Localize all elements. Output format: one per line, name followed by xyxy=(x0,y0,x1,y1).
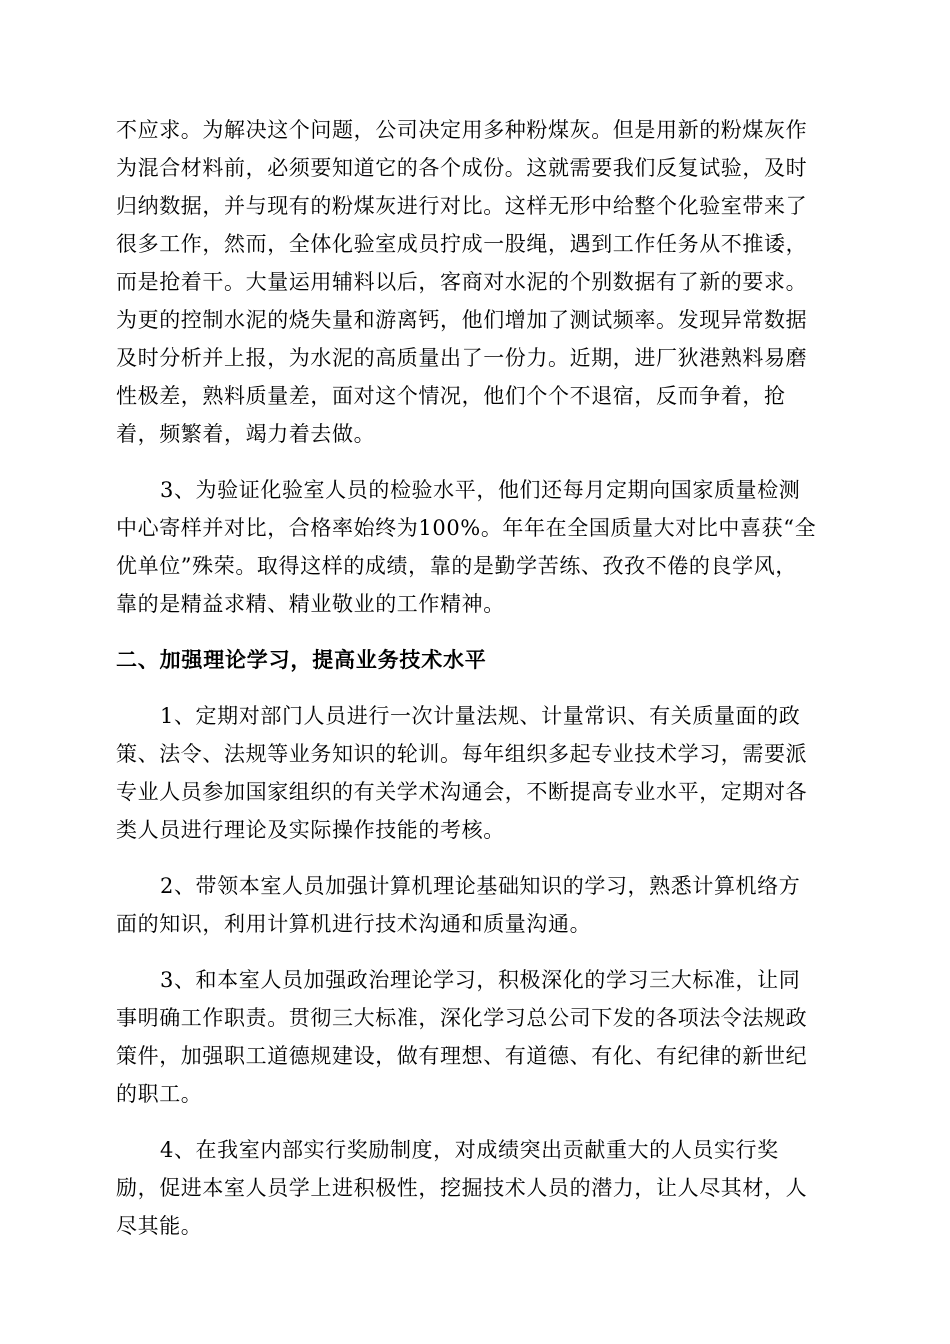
text-line: 不应求。为解决这个问题，公司决定用多种粉煤灰。但是用新的粉煤灰作 xyxy=(116,118,808,142)
text-line: 为更的控制水泥的烧失量和游离钙，他们增加了测试频率。发现异常数据 xyxy=(116,308,808,332)
text-line: 靠的是精益求精、精业敬业的工作精神。 xyxy=(116,592,505,616)
text-line: 策、法令、法规等业务知识的轮训。每年组织多起专业技术学习，需要派 xyxy=(116,742,808,766)
text-line: 1、定期对部门人员进行一次计量法规、计量常识、有关质量面的政 xyxy=(160,704,801,728)
text-line: 归纳数据，并与现有的粉煤灰进行对比。这样无形中给整个化验室带来了 xyxy=(116,194,808,218)
text-line: 尽其能。 xyxy=(116,1214,203,1238)
text-line: 专业人员参加国家组织的有关学术沟通会，不断提高专业水平，定期对各 xyxy=(116,780,808,804)
section-heading: 二、加强理论学习，提高业务技术水平 xyxy=(116,648,487,672)
text-line: 的职工。 xyxy=(116,1082,203,1106)
text-line: 为混合材料前，必须要知道它的各个成份。这就需要我们反复试验，及时 xyxy=(116,156,808,180)
text-line: 性极差，熟料质量差，面对这个情况，他们个个不退宿，反而争着，抢 xyxy=(116,384,786,408)
text-line: 策件，加强职工道德规建设，做有理想、有道德、有化、有纪律的新世纪 xyxy=(116,1044,808,1068)
text-line: 2、带领本室人员加强计算机理论基础知识的学习，熟悉计算机络方 xyxy=(160,874,801,898)
text-line: 3、为验证化验室人员的检验水平，他们还每月定期向国家质量检测 xyxy=(160,478,801,502)
text-line: 3、和本室人员加强政治理论学习，积极深化的学习三大标准，让同 xyxy=(160,968,801,992)
text-line: 类人员进行理论及实际操作技能的考核。 xyxy=(116,818,505,842)
text-line: 而是抢着干。大量运用辅料以后，客商对水泥的个别数据有了新的要求。 xyxy=(116,270,808,294)
text-line: 励，促进本室人员学上进积极性，挖掘技术人员的潜力，让人尽其材，人 xyxy=(116,1176,808,1200)
text-line: 面的知识，利用计算机进行技术沟通和质量沟通。 xyxy=(116,912,592,936)
text-line: 着，频繁着，竭力着去做。 xyxy=(116,422,376,446)
text-line: 4、在我室内部实行奖励制度，对成绩突出贡献重大的人员实行奖 xyxy=(160,1138,779,1162)
text-line: 中心寄样并对比，合格率始终为100%。年年在全国质量大对比中喜获“全 xyxy=(116,516,817,540)
text-line: 事明确工作职责。贯彻三大标准，深化学习总公司下发的各项法令法规政 xyxy=(116,1006,808,1030)
text-line: 很多工作，然而，全体化验室成员拧成一股绳，遇到工作任务从不推诿， xyxy=(116,232,808,256)
text-line: 及时分析并上报，为水泥的高质量出了一份力。近期，进厂狄港熟料易磨 xyxy=(116,346,808,370)
text-line: 优单位”殊荣。取得这样的成绩，靠的是勤学苦练、孜孜不倦的良学风， xyxy=(116,554,797,578)
